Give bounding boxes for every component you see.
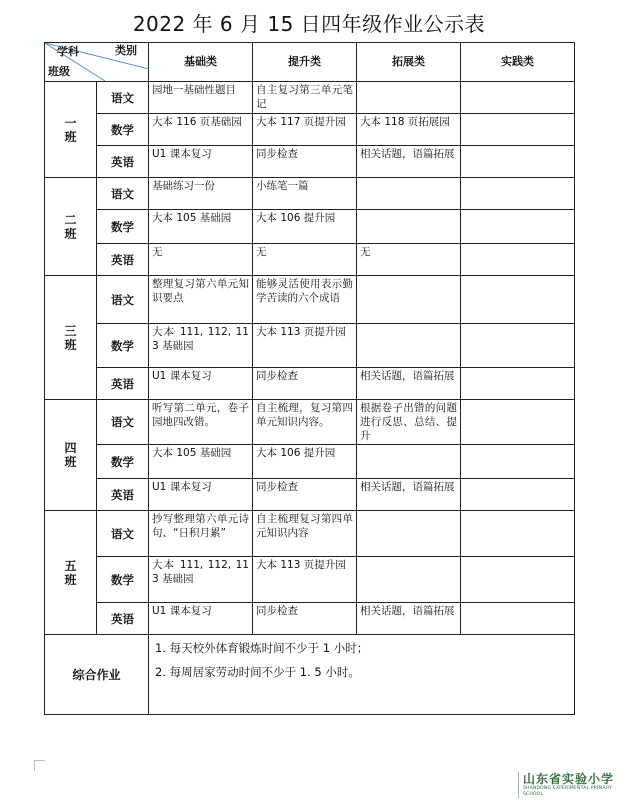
homework-cell-extend xyxy=(357,324,461,368)
homework-cell-extend: 相关话题，语篇拓展 xyxy=(357,603,461,635)
homework-cell-practice xyxy=(461,210,575,244)
homework-cell-improve: 同步检查 xyxy=(253,368,357,400)
class-name: 四班 xyxy=(64,441,77,469)
table-row xyxy=(45,210,575,244)
class-name-cell xyxy=(45,511,97,635)
subject-cell: 英语 xyxy=(97,368,149,400)
page-title: 2022 年 6 月 15 日四年级作业公示表 xyxy=(132,12,486,36)
homework-cell-improve: 自主复习第三单元笔记 xyxy=(253,82,357,114)
class-name: 一班 xyxy=(64,115,77,144)
subject-cell: 语文 xyxy=(97,511,149,557)
column-header-basic: 基础类 xyxy=(149,43,253,82)
homework-cell-practice xyxy=(461,400,575,445)
homework-cell-practice xyxy=(461,557,575,603)
homework-cell-practice xyxy=(461,368,575,400)
subject-cell: 英语 xyxy=(97,479,149,511)
homework-cell-basic: 大本 111, 112, 113 基础园 xyxy=(149,324,253,368)
summary-row xyxy=(45,635,575,715)
subject-cell: 语文 xyxy=(97,178,149,210)
subject-cell: 数学 xyxy=(97,210,149,244)
corner-cell xyxy=(45,43,149,82)
homework-cell-basic: 园地一基础性题目 xyxy=(149,82,253,114)
table-row xyxy=(45,445,575,479)
homework-cell-extend: 相关话题，语篇拓展 xyxy=(357,146,461,178)
homework-cell-basic: 无 xyxy=(149,244,253,276)
table-row xyxy=(45,82,575,114)
corner-class-label: 班级 xyxy=(48,65,70,78)
homework-cell-extend: 相关话题，语篇拓展 xyxy=(357,479,461,511)
header-row xyxy=(45,43,575,82)
subject-cell: 数学 xyxy=(97,445,149,479)
homework-cell-practice xyxy=(461,445,575,479)
class-name-cell xyxy=(45,400,97,511)
class-name: 三班 xyxy=(64,323,77,352)
table-row xyxy=(45,603,575,635)
homework-cell-practice xyxy=(461,603,575,635)
class-name-cell xyxy=(45,178,97,276)
homework-cell-basic: 抄写整理第六单元诗句、“日积月累” xyxy=(149,511,253,557)
homework-cell-basic: U1 课本复习 xyxy=(149,146,253,178)
homework-cell-basic: 大本 111, 112, 113 基础园 xyxy=(149,557,253,603)
subject-cell: 数学 xyxy=(97,557,149,603)
homework-cell-practice xyxy=(461,276,575,324)
subject-cell: 英语 xyxy=(97,244,149,276)
page-corner-mark xyxy=(34,760,45,771)
homework-cell-practice xyxy=(461,324,575,368)
school-logo-cn: 山东省实验小学 xyxy=(523,772,615,786)
homework-cell-practice xyxy=(461,511,575,557)
table-row xyxy=(45,479,575,511)
homework-cell-extend: 根据卷子出错的问题进行反思、总结、提升 xyxy=(357,400,461,445)
homework-cell-extend xyxy=(357,557,461,603)
corner-subject-label: 学科 xyxy=(57,45,79,58)
table-row xyxy=(45,511,575,557)
subject-cell: 语文 xyxy=(97,276,149,324)
homework-cell-practice xyxy=(461,146,575,178)
homework-cell-extend xyxy=(357,276,461,324)
table-row xyxy=(45,368,575,400)
homework-cell-basic: 基础练习一份 xyxy=(149,178,253,210)
homework-cell-improve: 自主梳理复习第四单元知识内容 xyxy=(253,511,357,557)
homework-cell-improve: 无 xyxy=(253,244,357,276)
class-name-cell xyxy=(45,82,97,178)
subject-cell: 数学 xyxy=(97,324,149,368)
table-row xyxy=(45,400,575,445)
homework-cell-improve: 同步检查 xyxy=(253,146,357,178)
table-row xyxy=(45,114,575,146)
summary-item: 1. 每天校外体育锻炼时间不少于 1 小时； xyxy=(155,641,369,655)
homework-cell-improve: 同步检查 xyxy=(253,479,357,511)
homework-cell-improve: 大本 113 页提升园 xyxy=(253,557,357,603)
homework-cell-improve: 同步检查 xyxy=(253,603,357,635)
summary-notes xyxy=(149,635,575,715)
subject-cell: 英语 xyxy=(97,146,149,178)
column-header-practice: 实践类 xyxy=(461,43,575,82)
homework-cell-improve: 大本 106 提升园 xyxy=(253,445,357,479)
table-row xyxy=(45,244,575,276)
class-name: 二班 xyxy=(64,212,77,241)
homework-cell-basic: U1 课本复习 xyxy=(149,603,253,635)
homework-cell-basic: U1 课本复习 xyxy=(149,479,253,511)
homework-cell-improve: 自主梳理，复习第四单元知识内容。 xyxy=(253,400,357,445)
subject-cell: 语文 xyxy=(97,400,149,445)
homework-cell-practice xyxy=(461,479,575,511)
homework-cell-extend xyxy=(357,445,461,479)
homework-cell-basic: U1 课本复习 xyxy=(149,368,253,400)
homework-cell-basic: 大本 105 基础园 xyxy=(149,445,253,479)
subject-cell: 英语 xyxy=(97,603,149,635)
homework-cell-extend: 大本 118 页拓展园 xyxy=(357,114,461,146)
class-name: 五班 xyxy=(64,558,77,587)
homework-cell-improve: 大本 113 页提升园 xyxy=(253,324,357,368)
table-row xyxy=(45,557,575,603)
table-row xyxy=(45,276,575,324)
homework-cell-extend: 无 xyxy=(357,244,461,276)
homework-cell-improve: 小练笔一篇 xyxy=(253,178,357,210)
subject-cell: 数学 xyxy=(97,114,149,146)
homework-cell-extend xyxy=(357,178,461,210)
homework-cell-basic: 大本 105 基础园 xyxy=(149,210,253,244)
homework-cell-practice xyxy=(461,82,575,114)
table-row xyxy=(45,146,575,178)
homework-cell-basic: 听写第二单元，卷子园地四改错。 xyxy=(149,400,253,445)
column-header-extend: 拓展类 xyxy=(357,43,461,82)
homework-cell-extend: 相关话题，语篇拓展 xyxy=(357,368,461,400)
school-logo-en: SHANDONG EXPERIMENTAL PRIMARY SCHOOL xyxy=(523,786,612,797)
homework-cell-extend xyxy=(357,210,461,244)
summary-item: 2. 每周居家劳动时间不少于 1. 5 小时。 xyxy=(155,665,360,679)
homework-cell-improve: 能够灵活使用表示勤学苦读的六个成语 xyxy=(253,276,357,324)
summary-label: 综合作业 xyxy=(45,635,149,715)
homework-cell-improve: 大本 106 提升园 xyxy=(253,210,357,244)
table-row xyxy=(45,178,575,210)
column-header-improve: 提升类 xyxy=(253,43,357,82)
class-name-cell xyxy=(45,276,97,400)
homework-cell-improve: 大本 117 页提升园 xyxy=(253,114,357,146)
corner-category-label: 类别 xyxy=(115,44,137,57)
homework-cell-extend xyxy=(357,511,461,557)
homework-cell-practice xyxy=(461,244,575,276)
homework-cell-practice xyxy=(461,178,575,210)
homework-table xyxy=(44,42,575,715)
homework-cell-basic: 整理复习第六单元知识要点 xyxy=(149,276,253,324)
homework-cell-extend xyxy=(357,82,461,114)
homework-cell-practice xyxy=(461,114,575,146)
homework-cell-basic: 大本 116 页基础园 xyxy=(149,114,253,146)
subject-cell: 语文 xyxy=(97,82,149,114)
school-logo xyxy=(518,772,618,798)
table-row xyxy=(45,324,575,368)
